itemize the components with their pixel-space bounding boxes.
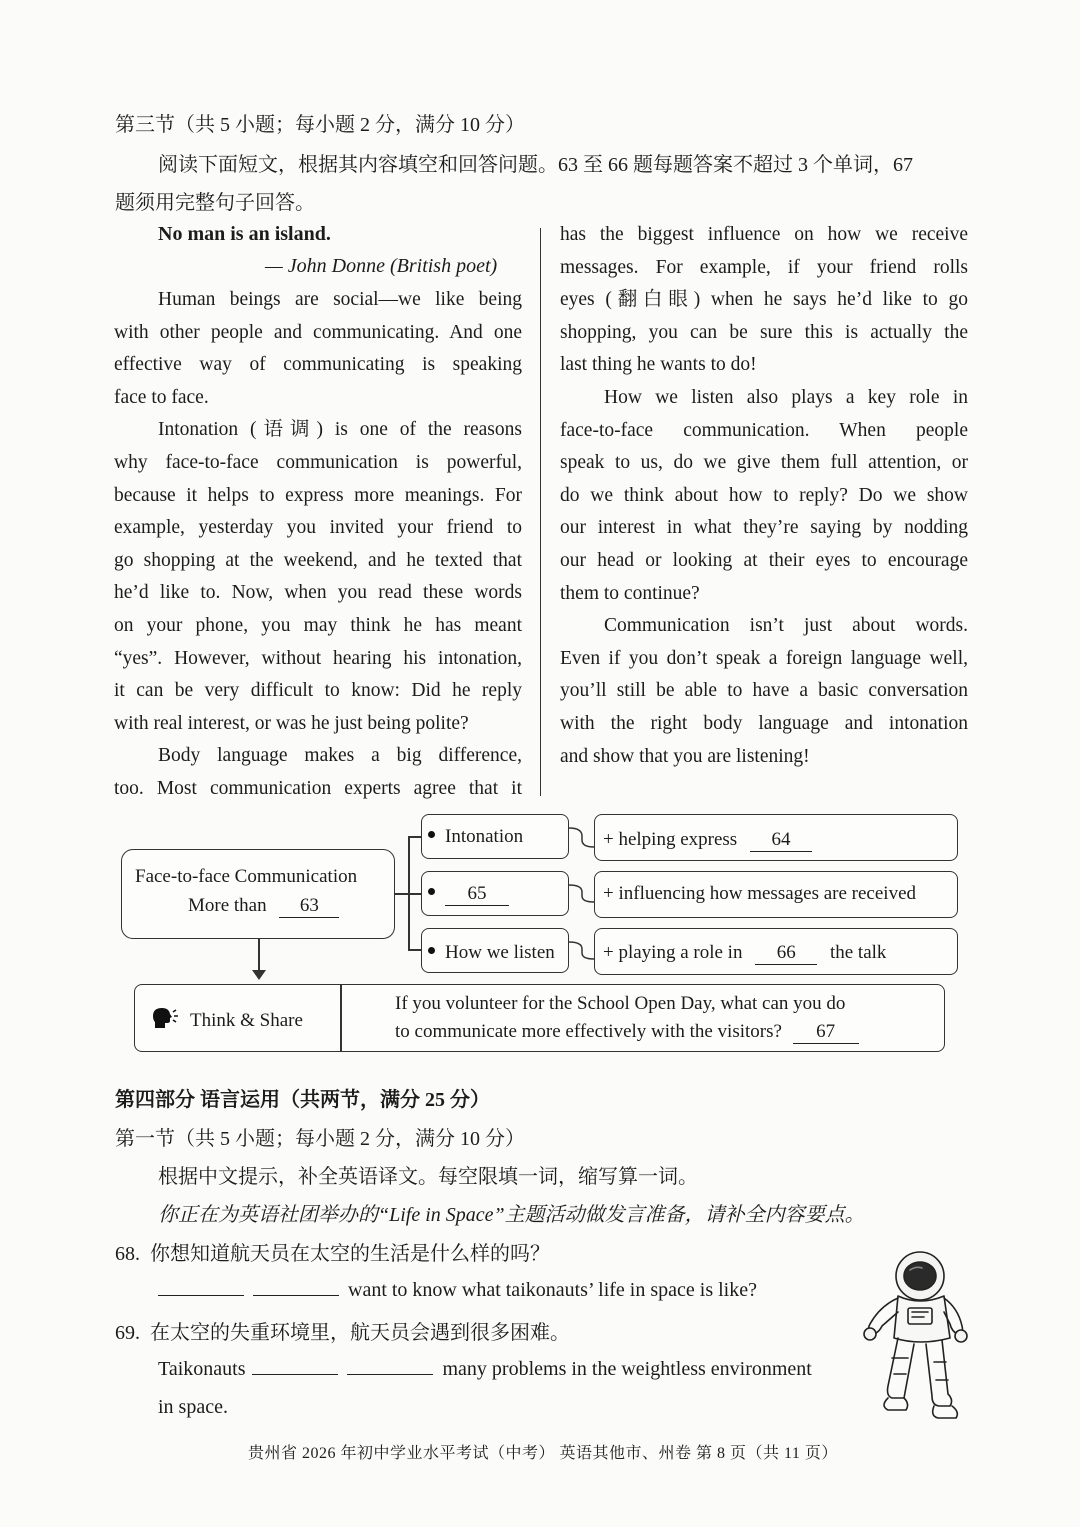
- q68-blank-2[interactable]: [253, 1277, 339, 1296]
- part4-header: 第四部分 语言运用（共两节，满分 25 分）: [115, 1089, 490, 1111]
- passage-line: why face-to-face communication is powerful,: [114, 451, 522, 473]
- passage-line: How we listen also plays a key role in: [604, 386, 968, 408]
- q69-blank-1[interactable]: [252, 1356, 338, 1375]
- item-intonation: Intonation: [428, 826, 523, 848]
- q69-blank-2[interactable]: [347, 1356, 433, 1375]
- passage-line: Human beings are social—we like being: [158, 289, 522, 310]
- passage-line: face to face.: [114, 386, 209, 408]
- item-how-we-listen: How we listen: [428, 942, 555, 964]
- passage-line: eyes (翻白眼) when he says he’d like to go: [560, 289, 968, 311]
- result-1: + helping express 64: [603, 829, 812, 852]
- result-2: + influencing how messages are received: [603, 883, 917, 904]
- passage-line: it can be very difficult to know: Did he reply: [114, 680, 522, 702]
- blank-64[interactable]: 64: [750, 829, 812, 852]
- column-divider: [540, 228, 541, 796]
- passage-line: and show that you are listening!: [560, 745, 810, 767]
- part4-instruction: 根据中文提示，补全英语译文。每空限填一词，缩写算一词。: [158, 1166, 698, 1188]
- blank-65[interactable]: 65: [445, 883, 509, 906]
- question-67-line1: If you volunteer for the School Open Day, what can you do: [395, 993, 846, 1014]
- q69-answer-line2: in space.: [158, 1396, 228, 1418]
- q68-prompt: 68. 你想知道航天员在太空的生活是什么样的吗？: [115, 1243, 550, 1265]
- passage-line: our head or looking at their eyes to encourage: [560, 549, 968, 571]
- instruction-line-1: 阅读下面短文，根据其内容填空和回答问题。63 至 66 题每题答案不超过 3 个单词，67: [158, 154, 913, 176]
- q68-answer-line: want to know what taikonauts’ life in space is like?: [158, 1277, 757, 1302]
- passage-right-column: [560, 219, 968, 773]
- blank-63[interactable]: 63: [279, 895, 339, 918]
- page-footer: 贵州省 2026 年初中学业水平考试（中考） 英语其他市、州卷 第 8 页（共 11 页）: [248, 1445, 838, 1462]
- think-share-divider: [340, 985, 342, 1051]
- astronaut-icon: [858, 1246, 978, 1422]
- passage-title: No man is an island.: [158, 223, 331, 245]
- result-3: + playing a role in 66 the talk: [603, 942, 887, 963]
- passage-line: he’d like to. Now, when you read these words: [114, 582, 522, 604]
- passage-line: Communication isn’t just about words.: [604, 615, 968, 637]
- q69-prompt: 69. 在太空的失重环境里，航天员会遇到很多困难。: [115, 1322, 570, 1344]
- q69-answer-line: Taikonauts many problems in the weightless environment: [158, 1358, 812, 1380]
- passage-line: too. Most communication experts agree that it: [114, 777, 522, 799]
- passage-line: them to continue?: [560, 582, 700, 604]
- passage-line: with real interest, or was he just being polite?: [114, 712, 469, 734]
- connector: [408, 949, 422, 951]
- passage-line: has the biggest influence on how we receive: [560, 224, 968, 245]
- connector: [395, 893, 409, 895]
- question-67-line2: to communicate more effectively with the visitors? 67: [395, 1021, 859, 1044]
- passage-line: do we think about how to reply? Do we show: [560, 484, 968, 506]
- passage-line: shopping, you can be sure this is actually the: [560, 321, 968, 343]
- passage-line: speak to us, do we give them full attention, or: [560, 452, 968, 474]
- arrow-head: [252, 970, 266, 980]
- passage-line: our interest in what they’re saying by nodding: [560, 517, 968, 539]
- section-header: 第三节（共 5 小题；每小题 2 分，满分 10 分）: [115, 114, 525, 136]
- passage-line: Intonation (语调) is one of the reasons: [158, 419, 522, 441]
- part4-section1: 第一节（共 5 小题；每小题 2 分，满分 10 分）: [115, 1128, 525, 1150]
- brace-connectors: [568, 814, 596, 974]
- passage-line: on your phone, you may think he has meant: [114, 614, 522, 636]
- passage-left-column: [114, 284, 522, 806]
- connector: [408, 893, 422, 895]
- part4-scenario: 你正在为英语社团举办的“Life in Space”主题活动做发言准备，请补全内容要点。: [158, 1204, 865, 1226]
- main-box-line1: Face-to-face Communication: [135, 866, 358, 887]
- main-box-line2: More than 63: [188, 895, 339, 918]
- passage-line: go shopping at the weekend, and he texted that: [114, 549, 522, 571]
- passage-line: Body language makes a big difference,: [158, 745, 522, 767]
- item-65: [428, 883, 509, 906]
- instruction-line-2: 题须用完整句子回答。: [115, 192, 315, 214]
- main-box: [121, 849, 395, 939]
- passage-line: messages. For example, if your friend rolls: [560, 256, 968, 278]
- passage-line: you’ll still be able to have a basic conversation: [560, 680, 968, 702]
- passage-line: with the right body language and intonation: [560, 712, 968, 734]
- passage-line: “yes”. However, without hearing his intonation,: [114, 647, 522, 669]
- connector: [408, 836, 422, 838]
- passage-line: effective way of communicating is speaking: [114, 354, 522, 376]
- think-share-label: Think & Share: [190, 1010, 303, 1031]
- q68-blank-1[interactable]: [158, 1277, 244, 1296]
- passage-line: because it helps to express more meanings. For: [114, 484, 522, 506]
- blank-67[interactable]: 67: [793, 1021, 859, 1044]
- passage-line: with other people and communicating. And one: [114, 321, 522, 343]
- passage-line: example, yesterday you invited your friend to: [114, 517, 522, 539]
- blank-66[interactable]: 66: [755, 942, 817, 965]
- speaking-head-icon: [152, 1006, 180, 1030]
- passage-line: Even if you don’t speak a foreign language well,: [560, 647, 968, 669]
- passage-author: — John Donne (British poet): [265, 255, 498, 277]
- passage-line: face-to-face communication. When people: [560, 419, 968, 441]
- passage-line: last thing he wants to do!: [560, 354, 757, 376]
